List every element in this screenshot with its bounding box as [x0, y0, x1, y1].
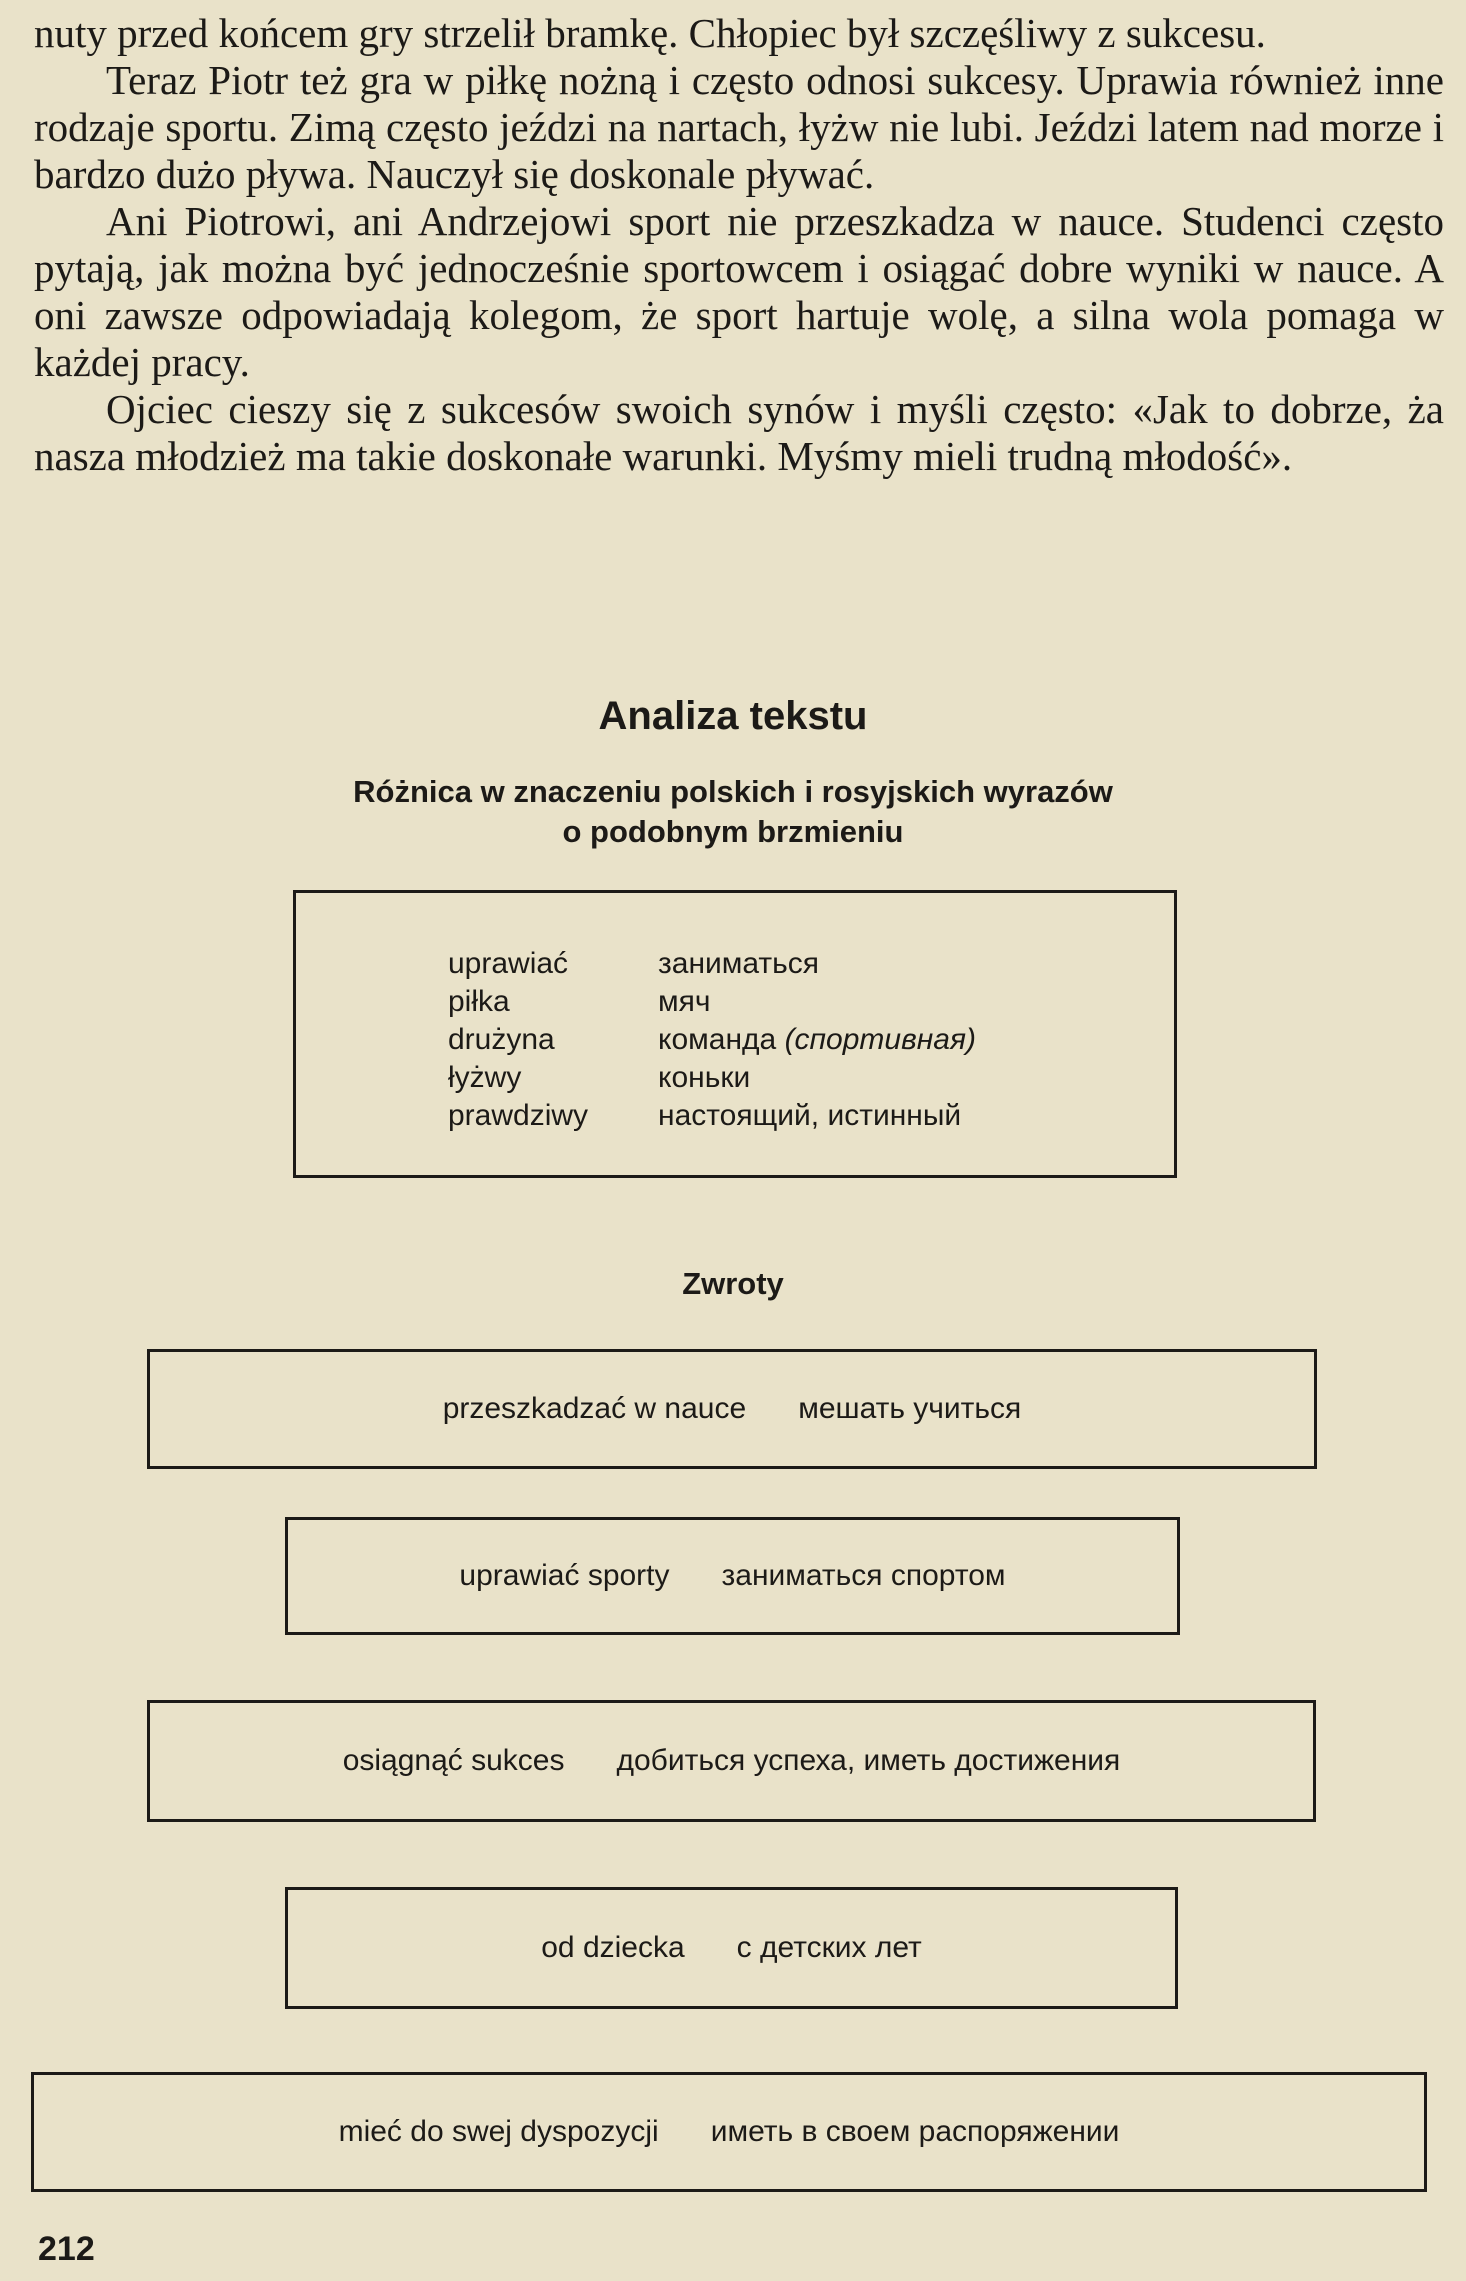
vocab-polish: łyżwy: [448, 1061, 522, 1094]
subtitle-line-1: Różnica w znaczeniu polskich i rosyjskich wyrazów: [353, 774, 1113, 809]
subtitle-line-2: o podobnym brzmieniu: [562, 814, 904, 849]
phrase-polish: przeszkadzać w nauce: [442, 1392, 747, 1425]
vocab-russian: настоящий, истинный: [658, 1099, 962, 1132]
vocabulary-box: [293, 890, 1177, 1178]
paragraph-2: Teraz Piotr też gra w piłkę nożną i często odnosi sukcesy. Uprawia również inne rodzaje sportu. Zimą często jeździ na nartach, łyżw nie lubi. Jeździ latem nad morze i bardzo dużo pływa. Nauczył się doskonale pływać.: [34, 57, 1444, 197]
phrase-polish: od dziecka: [541, 1931, 685, 1964]
vocab-row: [448, 945, 819, 983]
phrase-polish: osiągnąć sukces: [342, 1744, 565, 1777]
vocab-polish: uprawiać: [448, 947, 569, 980]
section-subtitle: [0, 772, 1466, 852]
vocab-row: [448, 1059, 750, 1097]
phrase-box: [147, 1700, 1316, 1822]
phrase-russian: добиться успеха, иметь достижения: [616, 1744, 1121, 1777]
vocab-row: [448, 1021, 976, 1059]
phrase-polish: mieć do swej dyspozycji: [338, 2115, 659, 2148]
phrase-russian: мешать учиться: [798, 1392, 1022, 1425]
phrase-russian: заниматься спортом: [721, 1559, 1006, 1592]
paragraph-4: Ojciec cieszy się z sukcesów swoich synów i myśli często: «Jak to dobrze, ża nasza młodzież ma takie doskonałe warunki. Myśmy mieli trudną młodość».: [34, 386, 1444, 479]
phrase-box: [147, 1349, 1317, 1469]
vocab-russian: коньки: [658, 1061, 751, 1094]
vocab-russian: мяч: [658, 985, 711, 1018]
phrase-russian: с детских лет: [736, 1931, 922, 1964]
vocab-polish: piłka: [448, 985, 510, 1018]
vocab-polish: drużyna: [448, 1023, 555, 1056]
phrase-polish: uprawiać sporty: [459, 1559, 670, 1592]
paragraph-1: nuty przed końcem gry strzelił bramkę. Chłopiec był szczęśliwy z sukcesu.: [34, 10, 1266, 56]
vocab-russian: команда: [658, 1023, 777, 1056]
reading-text: [34, 10, 1444, 480]
section-title: Analiza tekstu: [598, 694, 868, 738]
phrase-box: [31, 2072, 1427, 2192]
vocab-row: [448, 983, 711, 1021]
vocab-row: [448, 1097, 961, 1135]
phrase-box: [285, 1887, 1178, 2009]
paragraph-3: Ani Piotrowi, ani Andrzejowi sport nie przeszkadza w nauce. Studenci często pytają, jak można być jednocześnie sportowcem i osiągać dobre wyniki w nauce. A oni zawsze odpowiadają kolegom, że sport hartuje wolę, a silna wola pomaga w każdej pracy.: [34, 198, 1444, 385]
vocab-polish: prawdziwy: [448, 1099, 589, 1132]
phrase-box: [285, 1517, 1180, 1635]
page-number: 212: [38, 2230, 95, 2268]
vocab-russian: заниматься: [658, 947, 820, 980]
phrases-title: Zwroty: [682, 1266, 784, 1301]
phrase-russian: иметь в своем распоряжении: [710, 2115, 1120, 2148]
vocab-note: (спортивная): [784, 1023, 976, 1056]
